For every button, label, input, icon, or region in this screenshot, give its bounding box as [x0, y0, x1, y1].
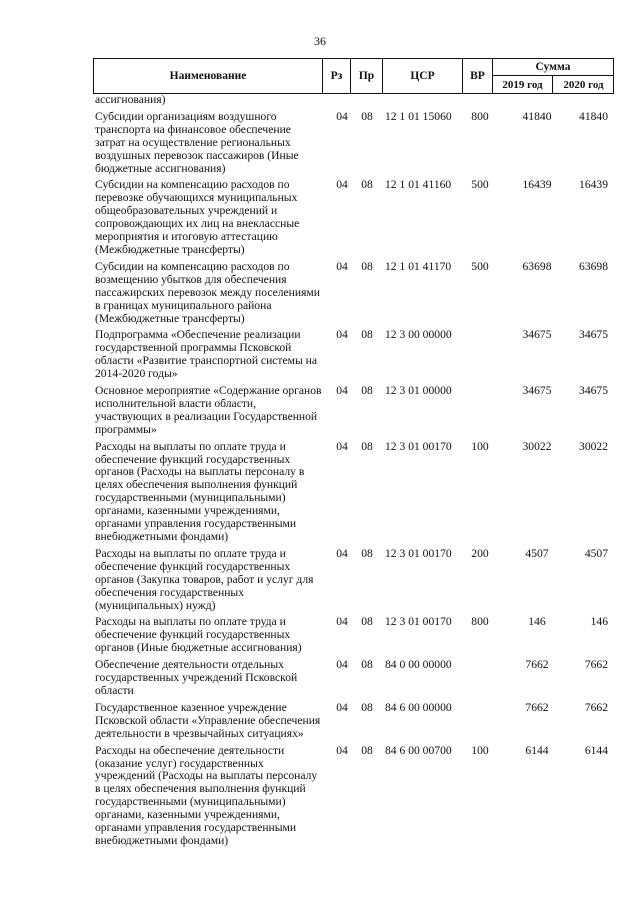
- row-pr: 08: [361, 259, 373, 273]
- row-rz: 04: [336, 109, 348, 123]
- row-csr: 12 3 01 00000: [385, 384, 452, 398]
- header-year-2020: 2020 год: [563, 78, 604, 91]
- row-s2020: 63698: [579, 259, 608, 273]
- row-s2020: 7662: [584, 658, 608, 672]
- table-row: [0, 745, 640, 848]
- page-number: 36: [314, 34, 326, 48]
- table-row: [0, 659, 640, 698]
- table-row: [0, 94, 640, 107]
- row-rz: 04: [336, 615, 348, 629]
- row-vr: 100: [471, 743, 489, 757]
- row-csr: 12 3 01 00170: [385, 615, 452, 629]
- row-s2019: 6144: [525, 743, 549, 757]
- table-row: [0, 616, 640, 655]
- row-pr: 08: [361, 700, 373, 714]
- table-row: [0, 385, 640, 437]
- row-vr: 200: [471, 546, 489, 560]
- header-name: Наименование: [169, 70, 247, 82]
- row-s2019: 146: [528, 615, 546, 629]
- row-s2020: 6144: [584, 743, 608, 757]
- row-pr: 08: [361, 109, 373, 123]
- row-name: Расходы на выплаты по оплате труда и обеспечение функций государственных органов (Расходы на выплаты персоналу в целях обеспечения выполнения функций государственными (муниципальными) органами, казенными учреждениями, органами управления государственными внебюджетными фондами): [95, 439, 305, 543]
- row-pr: 08: [361, 658, 373, 672]
- row-vr: 500: [471, 178, 489, 192]
- table-body: [0, 94, 640, 848]
- table-row: [0, 441, 640, 544]
- row-name: Расходы на обеспечение деятельности (оказание услуг) государственных учреждений (Расходы на выплаты персоналу в целях обеспечения выполнения функций государственными (муниципальными) органами, казенными учреждениями, органами управления государственными внебюджетными фондами): [95, 743, 318, 847]
- row-csr: 12 1 01 41160: [385, 178, 452, 192]
- row-name: Расходы на выплаты по оплате труда и обеспечение функций государственных органов (Закупка товаров, работ и услуг для обеспечения государственных (муниципальных) нужд): [95, 546, 314, 612]
- row-s2020: 146: [590, 615, 608, 629]
- row-s2019: 34675: [522, 328, 552, 342]
- row-s2020: 34675: [579, 328, 608, 342]
- table-row: [0, 329, 640, 381]
- row-vr: 800: [471, 109, 489, 123]
- header-vr: ВР: [462, 59, 492, 93]
- row-s2020: 30022: [579, 439, 608, 453]
- header-sum-group: [492, 59, 613, 93]
- row-rz: 04: [336, 658, 348, 672]
- row-pr: 08: [361, 384, 373, 398]
- row-csr: 84 6 00 00700: [385, 743, 452, 757]
- row-name: Субсидии организациям воздушного транспорта на финансовое обеспечение затрат на осуществление региональных воздушных перевозок пассажиров (Иные бюджетные ассигнования): [95, 109, 299, 175]
- row-s2020: 16439: [579, 178, 608, 192]
- row-pr: 08: [361, 546, 373, 560]
- row-csr: 12 3 01 00170: [385, 546, 452, 560]
- header-csr: ЦСР: [382, 59, 462, 93]
- row-rz: 04: [336, 743, 348, 757]
- row-name: Государственное казенное учреждение Псковской области «Управление обеспечения деятельности в чрезвычайных ситуациях»: [95, 700, 321, 740]
- row-s2019: 30022: [522, 439, 552, 453]
- row-rz: 04: [336, 259, 348, 273]
- row-s2020: 41840: [579, 109, 608, 123]
- header-rz: Рз: [322, 59, 350, 93]
- row-name: Субсидии на компенсацию расходов по возмещению убытков для обеспечения пассажирских перевозок между поселениями в границах муниципального района (Межбюджетные трансферты): [95, 259, 320, 325]
- row-s2019: 4507: [525, 546, 549, 560]
- row-name: Подпрограмма «Обеспечение реализации государственной программы Псковской области «Развитие транспортной системы на 2014-2020 годы»: [95, 328, 318, 381]
- row-rz: 04: [336, 384, 348, 398]
- row-name: Обеспечение деятельности отдельных государственных учреждений Псковской области: [95, 658, 298, 697]
- row-name: Субсидии на компенсацию расходов по перевозке обучающихся муниципальных общеобразовательных учреждений и сопровождающих их лиц на внеклассные мероприятия и итоговую аттестацию (Межбюджетные трансферты): [95, 178, 300, 256]
- row-pr: 08: [361, 743, 373, 757]
- row-pr: 08: [361, 439, 373, 453]
- row-rz: 04: [336, 328, 348, 342]
- table-row: [0, 548, 640, 613]
- row-name: Расходы на выплаты по оплате труда и обеспечение функций государственных органов (Иные бюджетные ассигнования): [95, 615, 302, 655]
- row-csr: 12 3 01 00170: [385, 439, 452, 453]
- row-pr: 08: [361, 328, 373, 342]
- row-pr: 08: [361, 178, 373, 192]
- row-s2020: 34675: [579, 384, 608, 398]
- row-s2019: 34675: [522, 384, 552, 398]
- header-sum: Сумма: [493, 59, 613, 76]
- row-s2019: 63698: [522, 259, 552, 273]
- row-rz: 04: [336, 546, 348, 560]
- table-row: [0, 261, 640, 326]
- row-s2020: 7662: [584, 700, 608, 714]
- row-s2019: 7662: [525, 700, 549, 714]
- row-csr: 12 3 00 00000: [385, 328, 452, 342]
- row-csr: 12 1 01 41170: [385, 259, 452, 273]
- row-s2019: 16439: [522, 178, 552, 192]
- header-year-2019: 2019 год: [493, 76, 553, 93]
- header-pr: Пр: [350, 59, 382, 93]
- table-row: [0, 702, 640, 741]
- row-vr: 100: [471, 439, 489, 453]
- row-csr: 84 6 00 00000: [385, 700, 452, 714]
- row-s2019: 7662: [525, 658, 549, 672]
- table-row: [0, 111, 640, 176]
- row-vr: 800: [471, 615, 489, 629]
- row-s2019: 41840: [522, 109, 552, 123]
- row-csr: 12 1 01 15060: [385, 109, 452, 123]
- row-pr: 08: [361, 615, 373, 629]
- row-rz: 04: [336, 439, 348, 453]
- row-name: ассигнования): [95, 93, 166, 106]
- row-rz: 04: [336, 178, 348, 192]
- table-header: [93, 58, 614, 94]
- row-csr: 84 0 00 00000: [385, 658, 452, 672]
- row-vr: 500: [471, 259, 489, 273]
- row-s2020: 4507: [584, 546, 608, 560]
- row-name: Основное мероприятие «Содержание органов исполнительной власти области, участвующих в реализации Государственной программы»: [95, 384, 322, 436]
- table-row: [0, 179, 640, 256]
- row-rz: 04: [336, 700, 348, 714]
